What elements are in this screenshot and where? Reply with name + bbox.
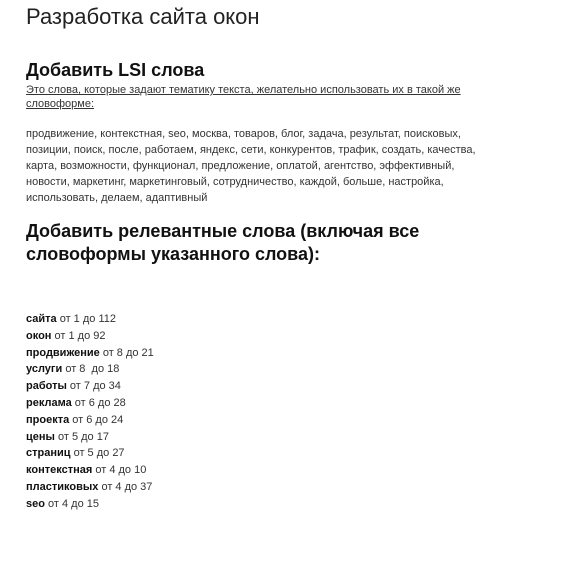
word-range: от 8 до 18 (65, 363, 120, 376)
list-item (26, 328, 556, 345)
word-range: от 4 до 37 (101, 480, 153, 493)
relevant-word: seo (26, 497, 45, 510)
word-range: от 8 до 21 (102, 346, 154, 359)
word-range: от 5 до 17 (57, 430, 109, 443)
relevant-word-list (26, 311, 556, 513)
word-range: от 1 до 92 (54, 329, 106, 342)
relevant-word: услуги (26, 363, 63, 376)
word-range: от 4 до 10 (95, 464, 147, 477)
list-item (26, 496, 556, 513)
list-item (26, 479, 556, 496)
relevant-word: контекстная (26, 464, 93, 477)
word-range: от 4 до 15 (48, 497, 100, 510)
relevant-word: цены (26, 430, 55, 443)
list-item (26, 462, 556, 479)
lsi-heading: Добавить LSI слова (26, 60, 205, 80)
relevant-word: пластиковых (26, 480, 99, 493)
relevant-word: реклама (26, 396, 72, 409)
word-range: от 6 до 24 (72, 413, 124, 426)
word-range: от 7 до 34 (69, 380, 121, 393)
list-item (26, 311, 556, 328)
list-item (26, 429, 556, 446)
relevant-word: сайта (26, 313, 57, 325)
list-item (26, 361, 556, 378)
list-item (26, 445, 556, 462)
word-range: от 6 до 28 (74, 396, 126, 409)
relevant-word: страниц (26, 447, 71, 460)
list-item (26, 412, 556, 429)
lsi-word-list: продвижение, контекстная, seo, москва, товаров, блог, задача, результат, поисковых, позиции, поиск, после, работаем, яндекс, сети, конкурентов, трафик, создать, качества, карта, возможности, функционал, предложение, оплатой, агентство, эффективный, новости, маркетинг, маркетинговый, сотрудничество, каждой, больше, настройка, использовать, делаем, адаптивный (26, 128, 476, 204)
relevant-word: проекта (26, 413, 70, 426)
relevant-word: продвижение (26, 346, 100, 359)
relevant-heading: Добавить релевантные слова (включая все словоформы указанного слова): (26, 221, 420, 264)
list-item (26, 345, 556, 362)
relevant-word: окон (26, 329, 52, 342)
list-item (26, 378, 556, 395)
word-range: от 1 до 112 (59, 313, 116, 325)
document-page (26, 0, 556, 513)
page-title: Разработка сайта окон (26, 4, 260, 29)
word-range: от 5 до 27 (73, 447, 125, 460)
list-item (26, 395, 556, 412)
lsi-note: Это слова, которые задают тематику текста, желательно использовать их в такой же словоформе: (26, 84, 461, 110)
relevant-word: работы (26, 380, 67, 393)
